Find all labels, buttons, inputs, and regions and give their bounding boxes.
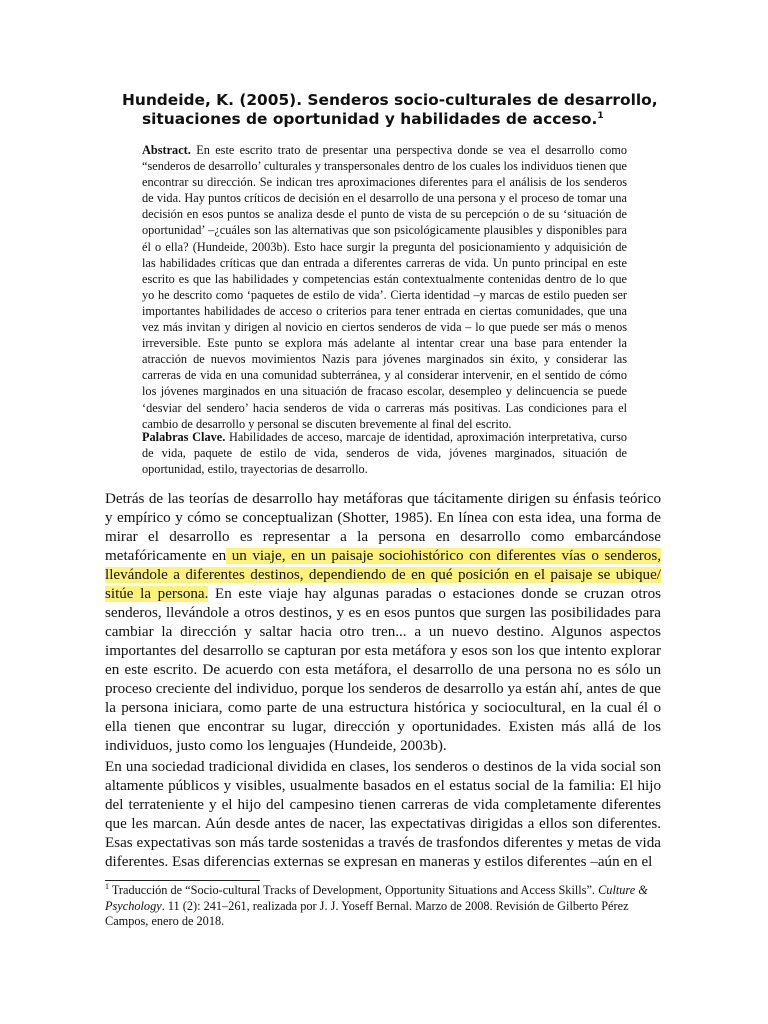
body-paragraph-1 (105, 490, 661, 756)
footnote-text-a: Traducción de “Socio-cultural Tracks of Development, Opportunity Situations and Access Skills”. (109, 883, 599, 897)
keywords-text: Habilidades de acceso, marcaje de identidad, aproximación interpretativa, curso de vida, paquete de estilo de vida, senderos de vida, jóvenes marginados, situación de oportunidad, estilo, trayectorias de desarrollo. (142, 430, 628, 477)
footnote-separator (105, 880, 260, 881)
footnote-text-b: . 11 (2): 241–261, realizada por J. J. Yoseff Bernal. Marzo de 2008. Revisión de Gilberto Pérez Campos, enero de 2018. (105, 898, 629, 928)
footnote-number: 1 (105, 881, 109, 891)
footnote-journal: Culture & Psychology (105, 883, 648, 913)
title-line-1: Hundeide, K. (2005). Senderos socio-culturales de desarrollo, (122, 91, 658, 109)
footnote (105, 883, 661, 930)
keywords-label: Palabras Clave. (142, 430, 226, 444)
highlighted-text: un viaje, en un paisaje sociohistórico con diferentes vías o senderos, llevándole a diferentes destinos, dependiendo de en qué posición en el paisaje se ubique/ sitúe la persona. (105, 548, 661, 602)
title-footnote-ref[interactable]: 1 (597, 110, 604, 121)
title-line-2-text: situaciones de oportunidad y habilidades de acceso. (142, 110, 598, 128)
p1-before: Detrás de las teorías de desarrollo hay metáforas que tácitamente dirigen su énfasis teórico y empírico y cómo se conceptualizan (Shotter, 1985). En línea con esta idea, una forma de mirar el desarrollo es representar a la persona en desarrollo como embarcándose metafóricamente en (105, 491, 661, 564)
abstract (142, 142, 627, 432)
p1-after: En este viaje hay algunas paradas o estaciones donde se cruzan otros senderos, llevándole a otros destinos, y es en esos puntos que surgen las posibilidades para cambiar la dirección y saltar hacia otro tren... a un nuevo destino. Algunos aspectos importantes del desarrollo se capturan por esta metáfora y esos son los que intento explorar en este escrito. De acuerdo con esta metáfora, el desarrollo de una persona no es sólo un proceso creciente del individuo, porque los senderos de desarrollo ya están ahí, antes de que la persona iniciara, como parte de una estructura histórica y sociocultural, en la cual él o ella tienen que encontrar su lugar, dirección y oportunidades. Existen más allá de los individuos, justo como los lenguajes (Hundeide, 2003b). (105, 586, 661, 754)
paper-title (122, 91, 662, 129)
keywords (142, 429, 627, 477)
abstract-text: En este escrito trato de presentar una perspectiva donde se vea el desarrollo como “senderos de desarrollo’ culturales y transpersonales dentro de los cuales los individuos tienen que encontrar su dirección. Se indican tres aproximaciones diferentes para el análisis de los senderos de vida. Hay puntos críticos de decisión en el desarrollo de una persona y el proceso de tomar una decisión en esos puntos se analiza desde el punto de vista de su percepción o de su ‘situación de oportunidad’ –¿cuáles son las alternativas que son psicológicamente plausibles y disponibles para él o ella? (Hundeide, 2003b). Esto hace surgir la pregunta del posicionamiento y adquisición de las habilidades críticas que dan entrada a diferentes carreras de vida. Un punto principal en este escrito es que las habilidades y competencias están contextualmente contenidas dentro de lo que yo he descrito como ‘paquetes de estilo de vida’. Cierta identidad –y marcas de estilo pueden ser importantes habilidades de acceso o criterios para tener entrada en ciertas comunidades, que una vez más invitan y dirigen al novicio en ciertos senderos de vida – lo que puede ser más o menos irreversible. Este punto se explora más adelante al intentar crear una base para entender la atracción de nuevos movimientos Nazis para jóvenes marginados sin éxito, y considerar las carreras de vida en una comunidad subterránea, y al considerar intervenir, en el sentido de cómo los jóvenes marginados en una situación de fracaso escolar, desempleo y delincuencia se puede ‘desviar del sendero’ hacia senderos de vida o carreras más positivas. Las condiciones para el cambio de desarrollo y personal se discuten brevemente al final del escrito. (142, 143, 627, 431)
abstract-label: Abstract. (142, 143, 191, 157)
title-line-2 (122, 110, 662, 129)
body-paragraph-2: En una sociedad tradicional dividida en clases, los senderos o destinos de la vida social son altamente públicos y visibles, usualmente basados en el estatus social de la familia: El hijo del terrateniente y el hijo del campesino tienen carreras de vida completamente diferentes que les marcan. Aún desde antes de nacer, las expectativas dirigidas a ellos son diferentes. Esas expectativas son más tarde sostenidas a través de trasfondos diferentes y metas de vida diferentes. Esas diferencias externas se expresan en maneras y estilos diferentes –aún en el (105, 759, 661, 870)
